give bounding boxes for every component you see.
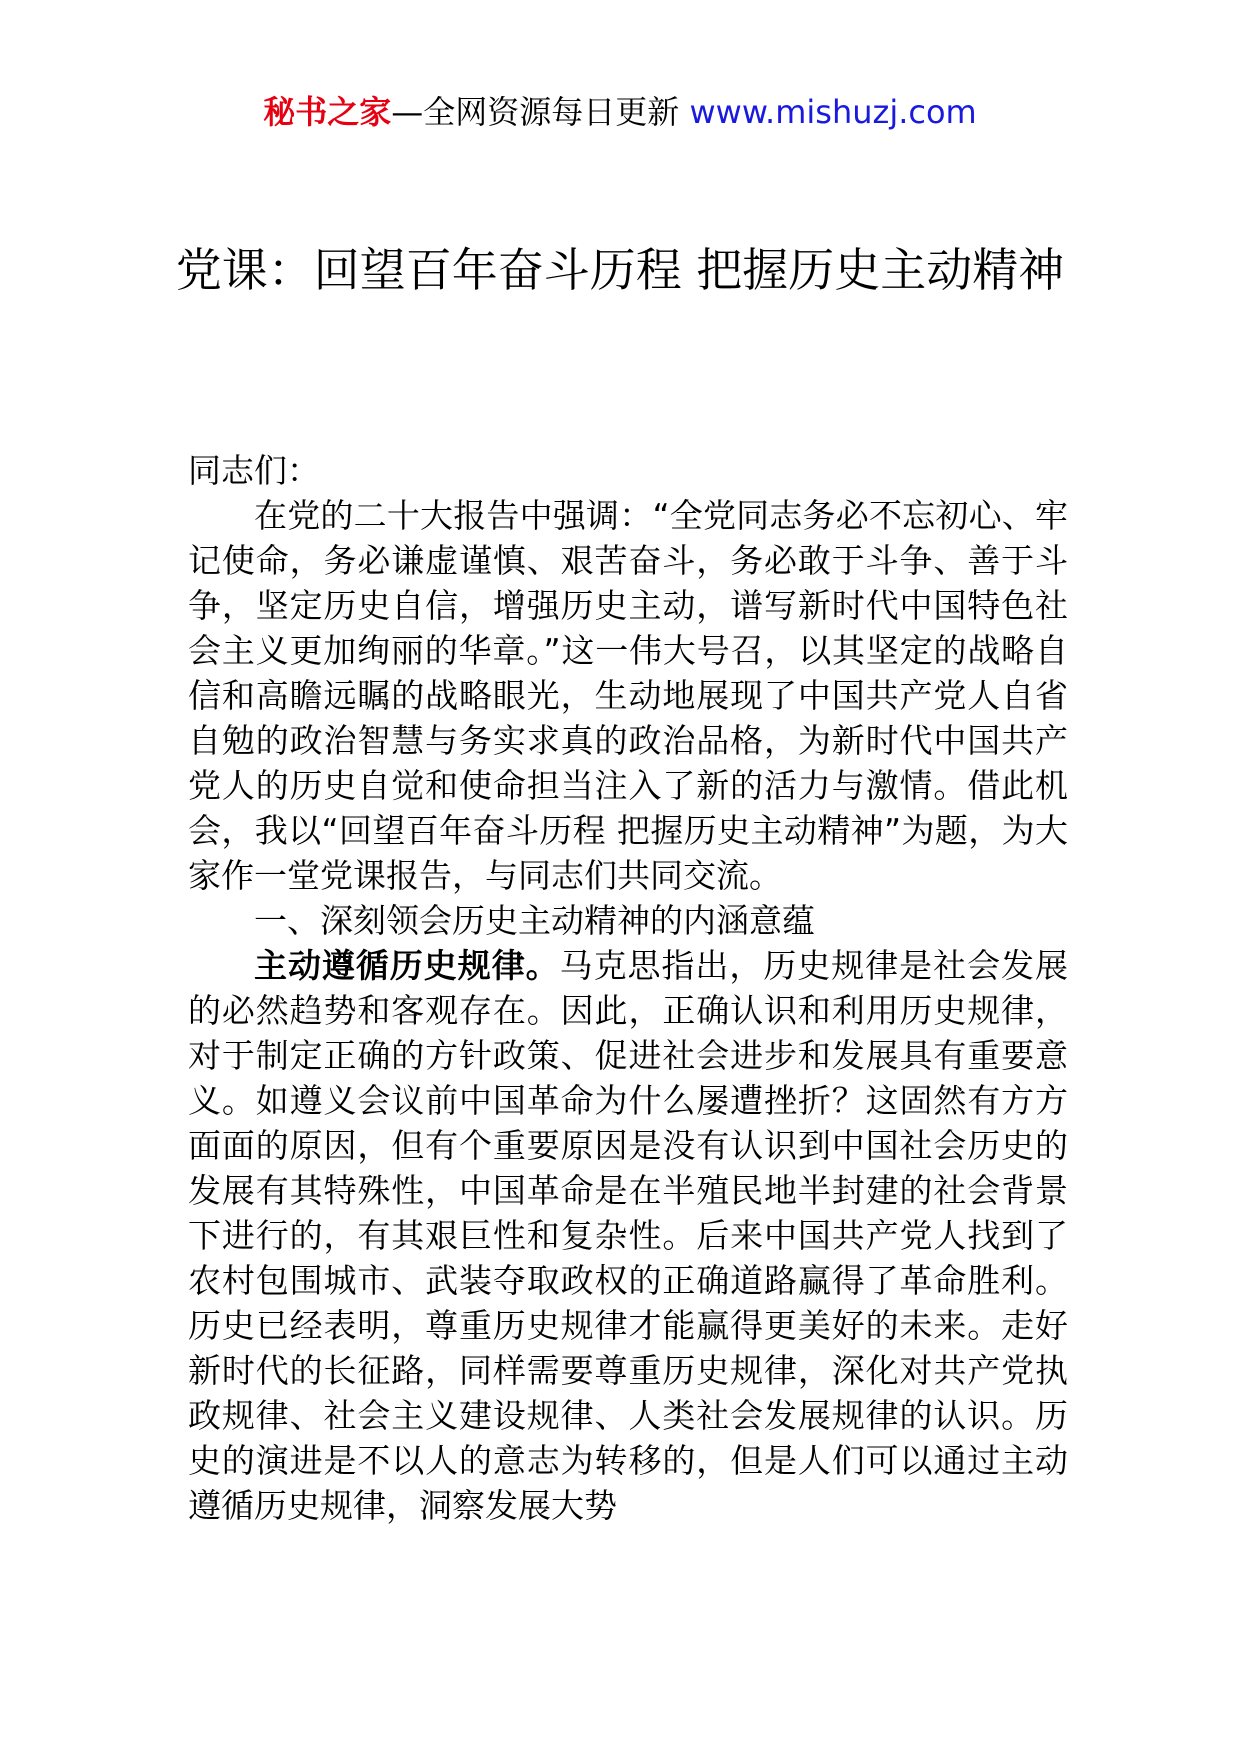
document-body (188, 448, 1068, 1528)
site-brand: 秘书之家 (263, 93, 392, 131)
intro-paragraph: 在党的二十大报告中强调：“全党同志务必不忘初心、牢记使命，务必谦虚谨慎、艰苦奋斗，务必敢于斗争、善于斗争，坚定历史自信，增强历史主动，谱写新时代中国特色社会主义更加绚丽的华章。”这一伟大号召，以其坚定的战略自信和高瞻远瞩的战略眼光，生动地展现了中国共产党人自省自勉的政治智慧与务实求真的政治品格，为新时代中国共产党人的历史自觉和使命担当注入了新的活力与激情。借此机会，我以“回望百年奋斗历程 把握历史主动精神”为题，为大家作一堂党课报告，与同志们共同交流。 (188, 496, 1068, 895)
document-title: 党课：回望百年奋斗历程 把握历史主动精神 (175, 243, 1065, 297)
site-header (0, 92, 1240, 132)
paragraph-1 (188, 943, 1068, 1528)
site-url-link[interactable]: www.mishuzj.com (689, 93, 977, 131)
section-heading: 一、深刻领会历史主动精神的内涵意蕴 (254, 901, 815, 940)
salutation: 同志们： (188, 451, 320, 490)
site-tagline: —全网资源每日更新 (391, 93, 680, 131)
paragraph-1-lead: 主动遵循历史规律。 (254, 946, 560, 985)
paragraph-1-text: 马克思指出，历史规律是社会发展的必然趋势和客观存在。因此，正确认识和利用历史规律，对于制定正确的方针政策、促进社会进步和发展具有重要意义。如遵义会议前中国革命为什么屡遭挫折？这固然有方方面面的原因，但有个重要原因是没有认识到中国社会历史的发展有其特殊性，中国革命是在半殖民地半封建的社会背景下进行的，有其艰巨性和复杂性。后来中国共产党人找到了农村包围城市、武装夺取政权的正确道路赢得了革命胜利。历史已经表明，尊重历史规律才能赢得更美好的未来。走好新时代的长征路，同样需要尊重历史规律，深化对共产党执政规律、社会主义建设规律、人类社会发展规律的认识。历史的演进是不以人的意志为转移的，但是人们可以通过主动遵循历史规律，洞察发展大势 (188, 946, 1069, 1525)
